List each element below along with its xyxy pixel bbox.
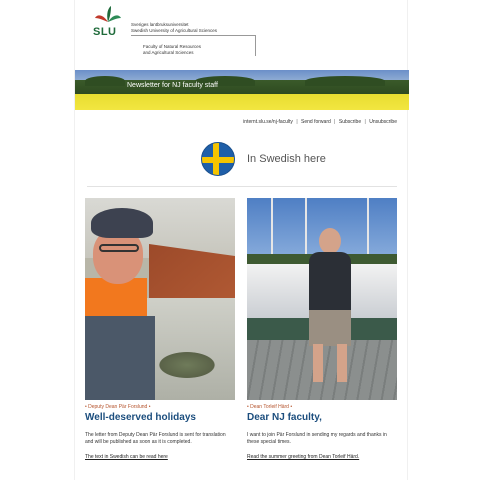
section-divider xyxy=(87,186,397,187)
article-body: I want to join Pär Forslund in sending my regards and thanks in these special times. xyxy=(247,432,387,445)
faculty-name-line1: Faculty of Natural Resources xyxy=(143,44,202,49)
dean-photo xyxy=(247,198,397,400)
header-banner xyxy=(75,70,409,110)
slu-logo-block xyxy=(91,4,251,60)
article-read-more-link[interactable]: The text in Swedish can be read here xyxy=(85,454,168,460)
logo-divider xyxy=(131,35,256,36)
send-forward-link[interactable]: Send forward xyxy=(301,119,331,125)
intranet-link[interactable]: internt.slu.se/nj-faculty xyxy=(243,119,293,125)
faculty-name-line2: and Agricultural Sciences xyxy=(143,50,194,55)
unsubscribe-link[interactable]: Unsubscribe xyxy=(369,119,397,125)
swedish-flag-icon xyxy=(201,142,235,176)
article-headline[interactable]: Dear NJ faculty, xyxy=(247,412,322,423)
swedish-version-label: In Swedish here xyxy=(247,153,326,165)
article-deputy-dean xyxy=(85,404,235,461)
article-dean xyxy=(247,404,397,461)
subscribe-link[interactable]: Subscribe xyxy=(338,119,362,125)
slu-logo-text: SLU xyxy=(93,26,117,38)
banner-title: Newsletter for NJ faculty staff xyxy=(127,82,218,89)
article-headline[interactable]: Well-deserved holidays xyxy=(85,412,196,423)
newsletter-frame xyxy=(74,0,408,480)
article-kicker: • Dean Torleif Härd • xyxy=(247,404,293,410)
article-read-more-link[interactable]: Read the summer greeting from Dean Torleif Härd. xyxy=(247,454,360,460)
utility-links: internt.slu.se/nj-faculty | Send forward | Subscribe | Unsubscribe xyxy=(243,119,397,125)
article-kicker: • Deputy Dean Pär Forslund • xyxy=(85,404,151,410)
article-body: The letter from Deputy Dean Pär Forslund is sent for translation and will be published as soon as it is completed. xyxy=(85,432,226,445)
university-name-sv: Sveriges lantbruksuniversitet xyxy=(131,22,189,27)
university-name-en: Swedish University of Agricultural Sciences xyxy=(131,28,218,33)
logo-divider-vertical xyxy=(255,36,256,56)
deputy-dean-photo xyxy=(85,198,235,400)
